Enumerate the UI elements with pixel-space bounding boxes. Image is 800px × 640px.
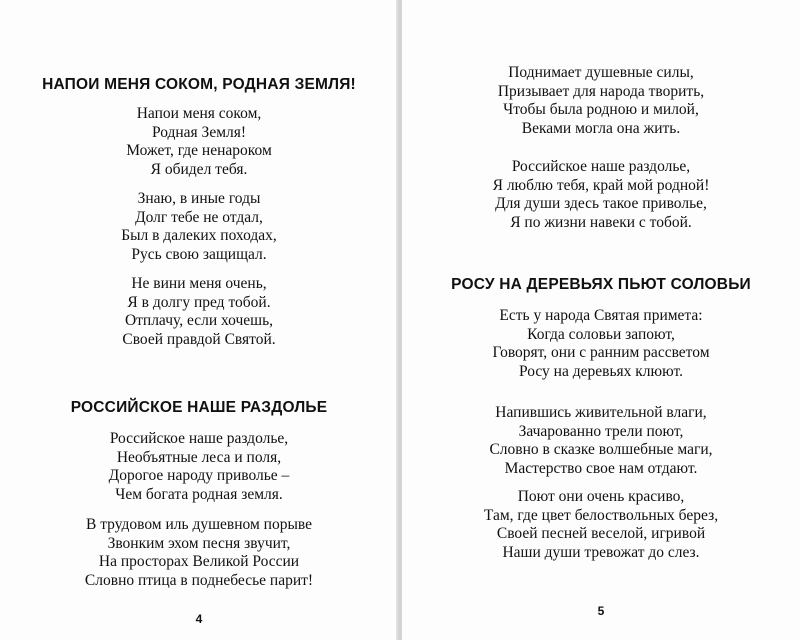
stanza: [402, 158, 800, 232]
left-page: [0, 0, 398, 640]
verse-line: Звонким эхом песня звучит,: [107, 534, 291, 552]
stanza: [0, 105, 398, 179]
verse-line: Говорят, они с ранним рассветом: [492, 344, 710, 361]
verse-line: Долг тебе не отдал,: [135, 208, 263, 226]
verse-line: Был в далеких походах,: [121, 227, 277, 244]
verse-line: Наши души тревожат до слез.: [502, 543, 700, 561]
verse-line: Напои меня соком,: [136, 105, 262, 122]
verse-line: Российское наше раздолье,: [511, 158, 691, 175]
verse-line: Чем богата родная земля.: [115, 485, 283, 503]
poem-title: НАПОИ МЕНЯ СОКОМ, РОДНАЯ ЗЕМЛЯ!: [42, 76, 356, 93]
verse-line: Не вини меня очень,: [131, 275, 267, 292]
stanza: [0, 275, 398, 349]
verse-line: Когда соловьи запоют,: [527, 325, 675, 343]
page-number: 5: [597, 604, 605, 618]
poem-title: РОССИЙСКОЕ НАШЕ РАЗДОЛЬЕ: [70, 399, 328, 416]
verse-line: Родная Земля!: [151, 123, 247, 141]
verse-line: Знаю, в иные годы: [137, 190, 261, 207]
stanza: [402, 404, 800, 478]
verse-line: Дорогое народу приволье –: [108, 467, 290, 484]
verse-line: Словно птица в поднебесье парит!: [84, 571, 314, 589]
verse-line: Чтобы была родною и милой,: [503, 101, 699, 118]
verse-line: Росу на деревьях клюют.: [519, 362, 683, 380]
poem-title: РОСУ НА ДЕРЕВЬЯХ ПЬЮТ СОЛОВЬИ: [451, 276, 751, 293]
verse-line: Для души здесь такое приволье,: [495, 195, 707, 212]
verse-line: Я обидел тебя.: [150, 160, 248, 178]
verse-line: Необъятные леса и поля,: [116, 448, 282, 466]
verse-line: Веками могла она жить.: [521, 119, 681, 137]
verse-line: Зачарованно трели поют,: [518, 422, 684, 440]
verse-line: Там, где цвет белоствольных берез,: [483, 506, 719, 524]
verse-line: Может, где ненароком: [126, 142, 272, 159]
stanza: [0, 190, 398, 264]
verse-line: На просторах Великой России: [98, 553, 300, 570]
verse-line: В трудовом иль душевном порыве: [86, 516, 312, 533]
right-page: [402, 0, 800, 640]
verse-line: Мастерство свое нам отдают.: [504, 459, 698, 477]
stanza: [0, 430, 398, 504]
verse-line: Я в долгу пред тобой.: [127, 293, 271, 311]
verse-line: Словно в сказке волшебные маги,: [489, 441, 713, 458]
verse-line: Русь свою защищал.: [131, 245, 267, 263]
verse-line: Российское наше раздолье,: [109, 430, 289, 447]
stanza: [402, 307, 800, 381]
verse-line: Отплачу, если хочешь,: [124, 312, 274, 329]
verse-line: Поднимает душевные силы,: [508, 64, 694, 81]
verse-line: Есть у народа Святая примета:: [499, 307, 703, 324]
stanza: [0, 516, 398, 590]
verse-line: Своей песней веселой, игривой: [496, 525, 706, 542]
stanza: [402, 64, 800, 138]
verse-line: Я по жизни навеки с тобой.: [510, 213, 692, 231]
verse-line: Своей правдой Святой.: [122, 330, 276, 348]
verse-line: Я люблю тебя, край мой родной!: [492, 176, 710, 194]
verse-line: Поют они очень красиво,: [517, 488, 685, 505]
verse-line: Призывает для народа творить,: [497, 82, 705, 100]
page-number: 4: [195, 612, 203, 626]
verse-line: Напившись живительной влаги,: [495, 404, 707, 421]
stanza: [402, 488, 800, 562]
